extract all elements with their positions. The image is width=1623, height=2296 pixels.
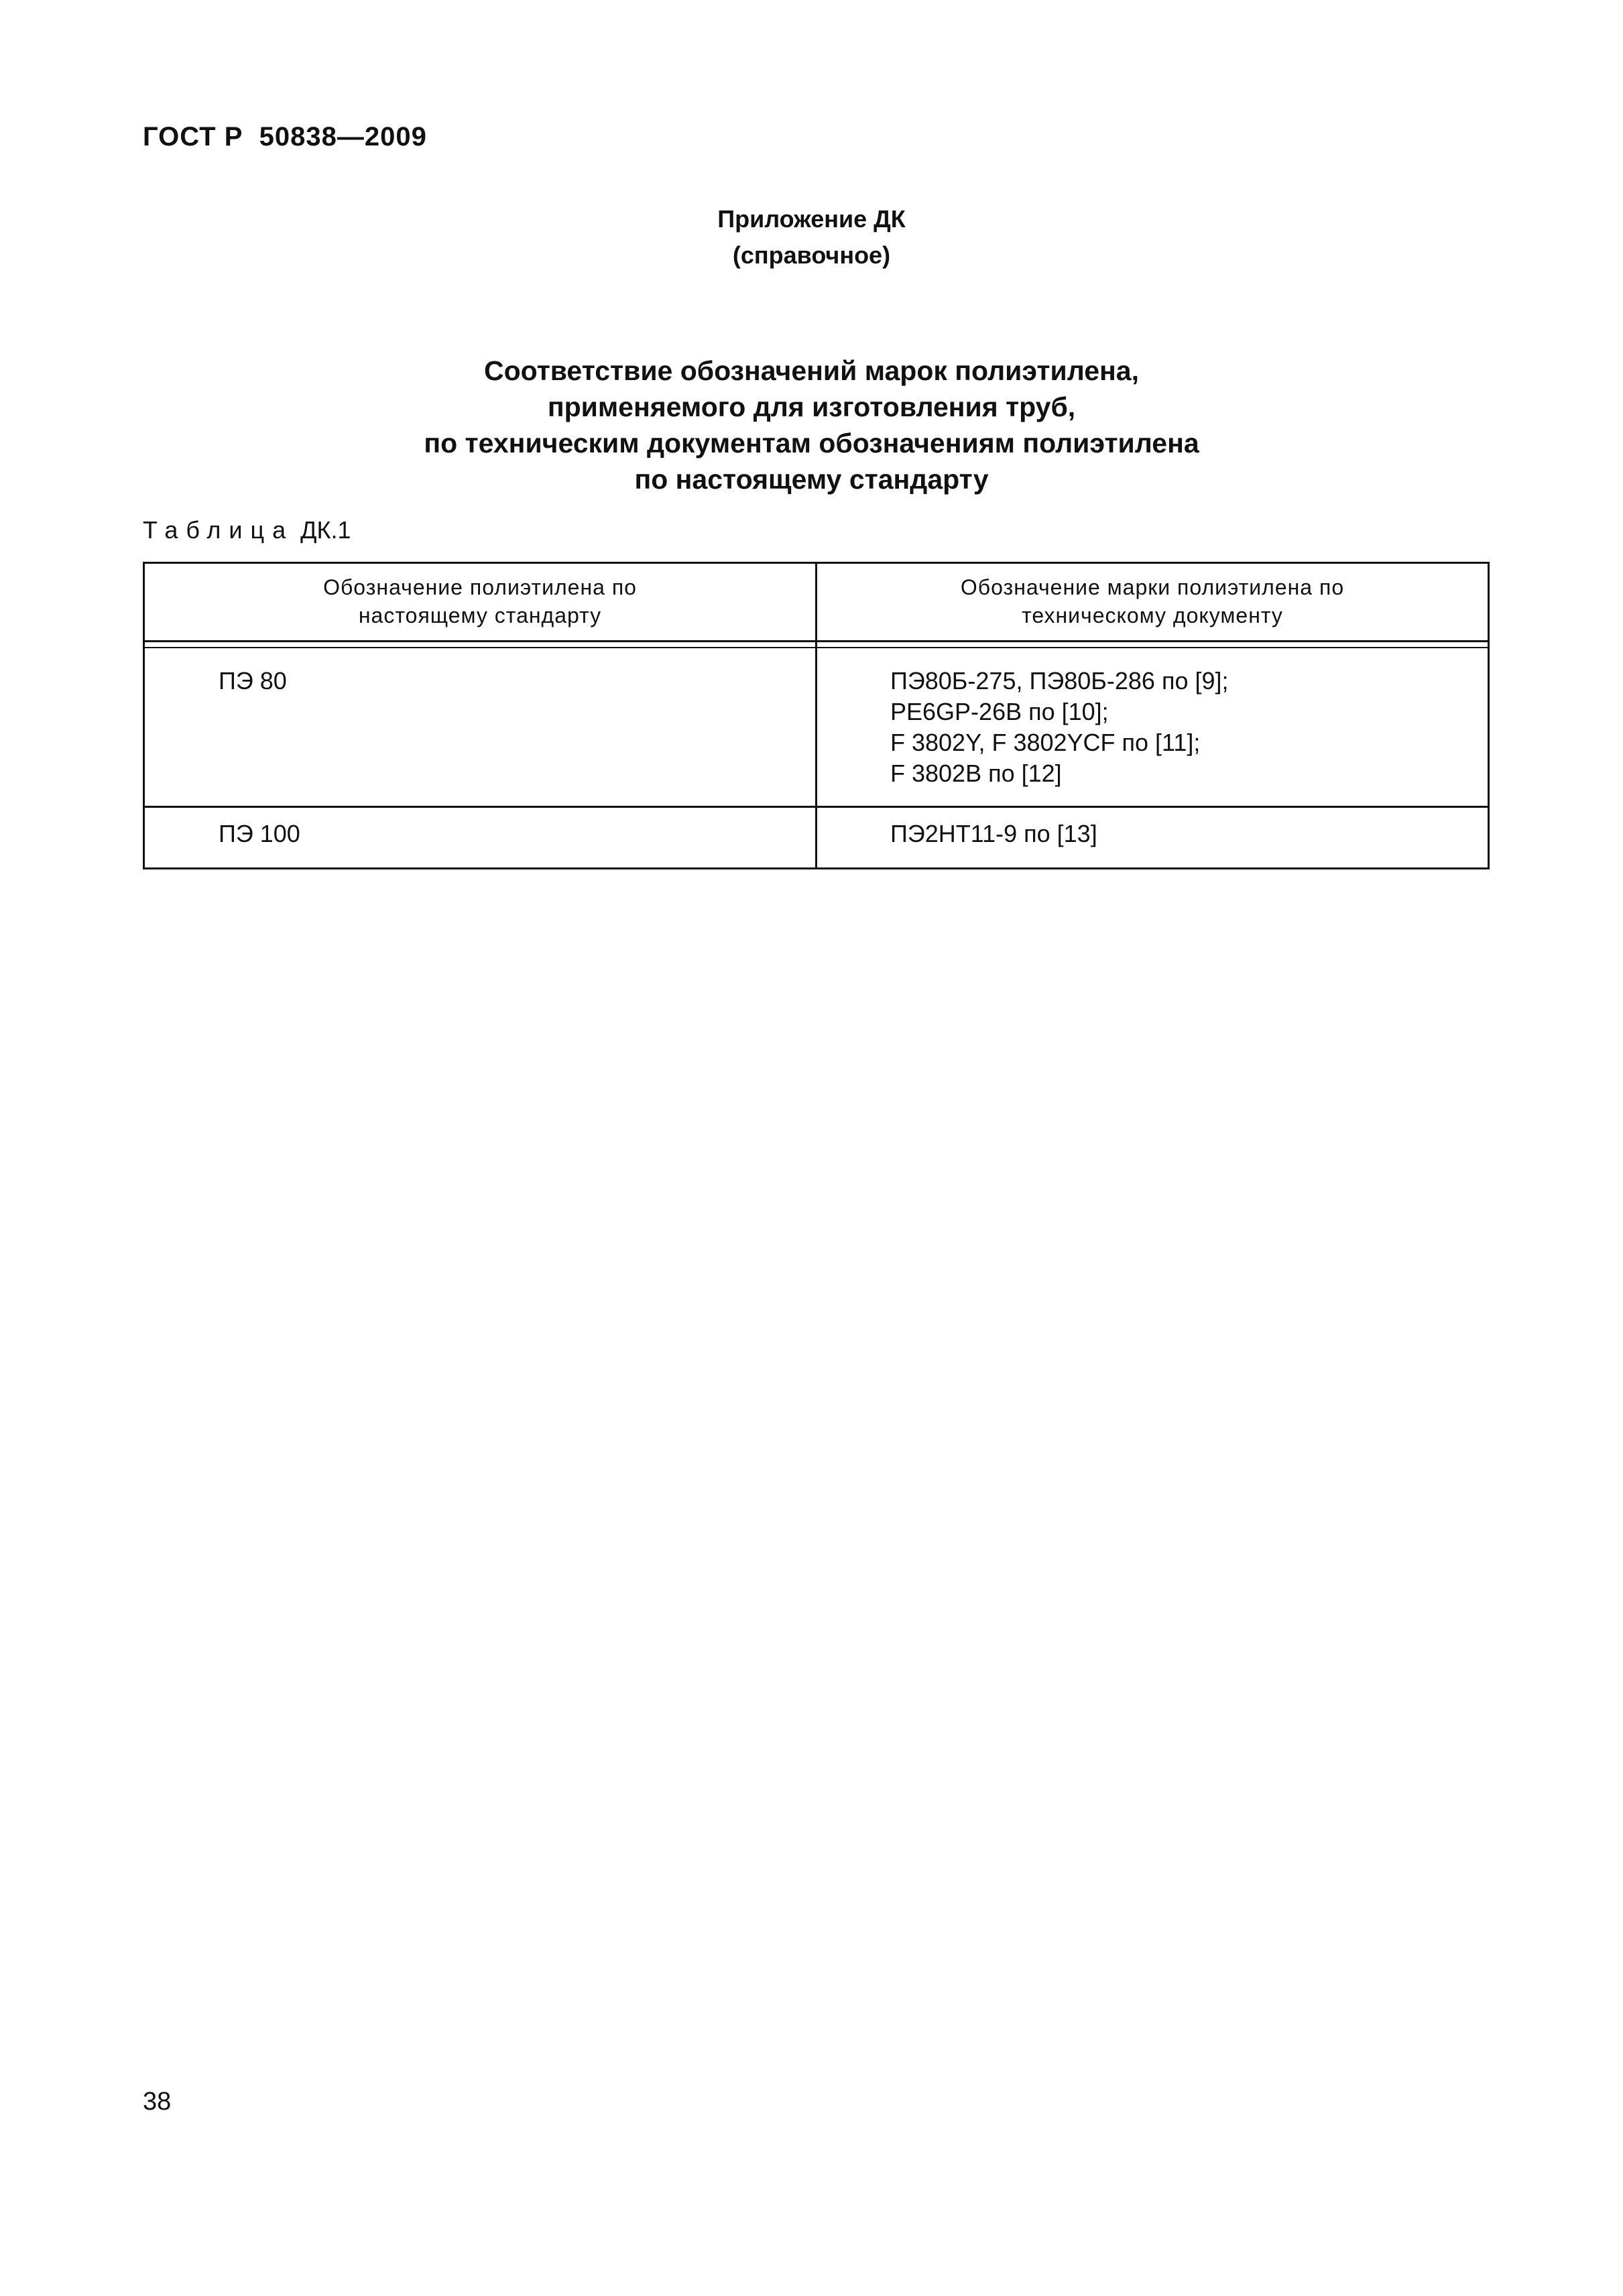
header-divider-double	[145, 647, 1488, 648]
header-divider	[145, 640, 1488, 642]
header-line: Обозначение марки полиэтилена по	[960, 575, 1345, 599]
section-title	[0, 353, 1623, 497]
document-code: ГОСТ Р 50838—2009	[143, 122, 427, 152]
section-title-line: Соответствие обозначений марок полиэтилена,	[484, 355, 1139, 386]
table-cell-designations	[890, 819, 1097, 849]
correspondence-table	[143, 562, 1490, 869]
header-line: настоящему стандарту	[358, 603, 602, 627]
column-header-standard	[145, 573, 815, 629]
table-cell-grade	[219, 819, 300, 849]
table-caption	[143, 516, 351, 544]
table-cell-grade	[219, 666, 287, 697]
table-caption-number: ДК.1	[300, 516, 351, 544]
section-title-line: применяемого для изготовления труб,	[547, 391, 1076, 422]
designation-line: F 3802B по [12]	[890, 760, 1062, 787]
grade-value: ПЭ 100	[219, 820, 300, 847]
header-line: Обозначение полиэтилена по	[323, 575, 637, 599]
section-title-line: по настоящему стандарту	[634, 464, 989, 495]
designation-line: ПЭ2НТ11-9 по [13]	[890, 820, 1097, 847]
grade-value: ПЭ 80	[219, 667, 287, 694]
appendix-status: (справочное)	[732, 241, 891, 269]
designation-line: ПЭ80Б-275, ПЭ80Б-286 по [9];	[890, 667, 1229, 694]
designation-line: F 3802Y, F 3802YCF по [11];	[890, 729, 1201, 756]
appendix-heading	[0, 201, 1623, 274]
column-header-technical-doc	[817, 573, 1488, 629]
page-number: 38	[143, 2088, 172, 2116]
section-title-line: по техническим документам обозначениям полиэтилена	[424, 428, 1199, 459]
table-cell-designations	[890, 666, 1229, 789]
appendix-title: Приложение ДК	[717, 205, 906, 233]
designation-line: PE6GP-26B по [10];	[890, 698, 1109, 725]
table-caption-word: Таблица	[143, 516, 294, 544]
row-divider	[145, 806, 1488, 808]
header-line: техническому документу	[1022, 603, 1283, 627]
